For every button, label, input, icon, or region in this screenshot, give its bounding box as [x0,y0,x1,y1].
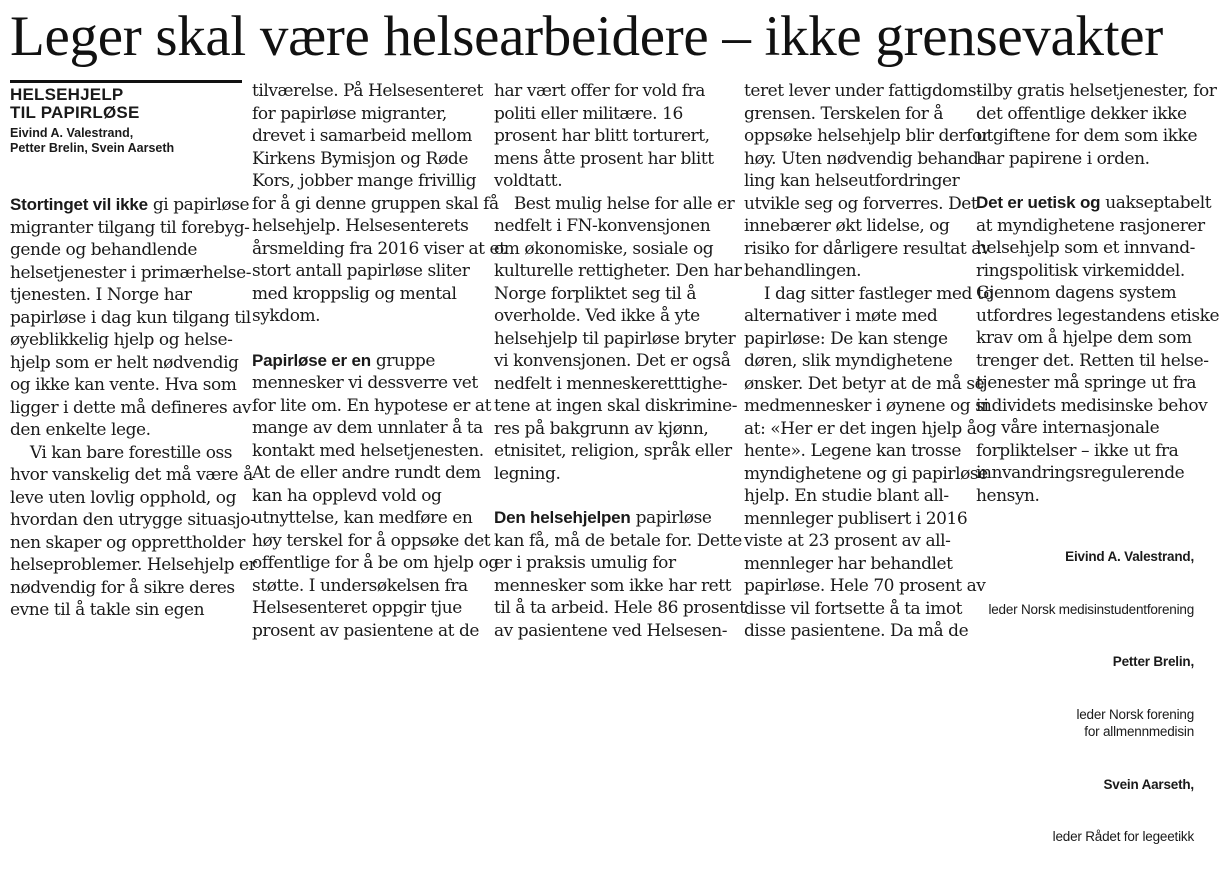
signature-role: leder Rådet for legeetikk [1052,829,1194,844]
signature-role: leder Norsk forening for allmennmedisin [1076,706,1194,739]
paragraph-lead-in: Det er uetisk og [976,193,1101,212]
article-column-2 [252,80,506,641]
paragraph-text: gi papirløse migranter tilgang til forebyg- gende og behandlende helsetjenester i primærhelse- tjenesten. I Norge har papirløse i dag kun tilgang til øyeblikkelig hjelp og helse- hjelp som er helt nødvendig og ikke kan vente. Hva som ligger i dette må defineres av den enkelte lege. [10,195,252,440]
paragraph: tilværelse. På Helsesenteret for papirløse migranter, drevet i samarbeid mellom Kirkens Bymisjon og Røde Kors, jobber mange frivillig for å gi denne gruppen skal få helsehjelp. Helsesenterets årsmelding fra 2016 viser at et stort antall papirløse sliter med kroppslig og mental sykdom. [252,81,506,326]
kicker-title: HELSEHJELP TIL PAPIRLØSE [10,85,140,122]
paragraph [252,350,499,643]
signature-name: Eivind A. Valestrand, [1065,549,1194,564]
paragraph: Best mulig helse for alle er nedfelt i FN-konvensjonen om økonomiske, sosiale og kulturelle rettigheter. Den har Norge forpliktet seg til å overholde. Ved ikke å yte helsehjelp til papirløse bryter vi konvensjonen. Det er også nedfelt i menneskeretttighe- tene at ingen skal diskrimine- res på bakgrunn av kjønn, etnisitet, religion, språk eller legning. [494,193,742,484]
paragraph-text: papirløse kan få, må de betale for. Dette er i praksis umulig for mennesker som ikke har rett til å ta arbeid. Hele 86 prosent av pasientene ved Helsesen- [494,508,746,641]
paragraph: teret lever under fattigdoms- grensen. Terskelen for å oppsøke helsehjelp blir derfor høy. Uten nødvendig behand- ling kan helseutfordringer utvikle seg og forverres. Det innebærer økt lidelse, og risiko for dårligere resultat av behandlingen. [744,81,991,281]
paragraph [10,194,252,442]
paragraph [494,507,746,642]
paragraph-text: gruppe mennesker vi dessverre vet for lite om. En hypotese er at mange av dem unnlater å ta kontakt med helsetjenesten. At de eller andre rundt dem kan ha opplevd vold og utnyttelse, kan medføre en høy terskel for å oppsøke det offentlige for å be om hjelp og støtte. I undersøkelsen fra Helsesenteret oppgir tjue prosent av pasientene at de [252,350,499,641]
article-column-4 [744,80,994,641]
signature-name: Petter Brelin, [1112,654,1194,669]
article-column-5 [976,80,1219,844]
paragraph-text: uakseptabelt at myndighetene rasjonerer helsehjelp som et innvand- ringspolitisk virkemiddel. Gjennom dagens system utfordres legestandens etiske krav om å hjelpe dem som trenger det. Retten til helse- tjenester må springe ut fra individets medisinske behov og våre internasjonale forpliktelser – ikke ut fra innvandringsregulerende hensyn. [976,193,1219,506]
paragraph: har vært offer for vold fra politi eller militære. 16 prosent har blitt torturert, mens åtte prosent har blitt voldtatt. [494,81,714,191]
article-column-1 [10,80,257,620]
signature [976,653,1194,671]
signature [976,548,1194,566]
headline: Leger skal være helsearbeidere – ikke grensevakter [10,5,1163,68]
signature-role: leder Norsk medisinstudentforening [988,601,1194,617]
paragraph: I dag sitter fastleger med to alternativer i møte med papirløse: De kan stenge døren, slik myndighetene ønsker. Det betyr at de må se medmennesker i øynene og si at: «Her er det ingen hjelp å hente». Legene kan trosse myndighetene og gi papirløse hjelp. En studie blant all- mennleger publisert i 2016 viste at 23 prosent av all- mennleger har behandlet papirløse. Hele 70 prosent av disse vil fortsette å ta imot disse pasientene. Da må de [744,283,994,641]
paragraph-lead-in: Stortinget vil ikke [10,195,148,214]
paragraph-lead-in: Papirløse er en [252,350,371,370]
article-kicker [10,80,242,156]
paragraph: Vi kan bare forestille oss hvor vanskelig det må være å leve uten lovlig opphold, og hvordan den utrygge situasjo- nen skaper og opprettholder helseproblemer. Helsehjelp er nødvendig for å sikre deres evne til å takle sin egen [10,442,257,620]
signature-block [976,513,1194,881]
paragraph: tilby gratis helsetjenester, for det offentlige dekker ikke utgiftene for dem som ikke har papirene i orden. [976,81,1217,169]
kicker-authors: Eivind A. Valestrand, Petter Brelin, Svein Aarseth [10,126,175,155]
paragraph-lead-in: Den helsehjelpen [494,508,631,527]
paragraph [976,192,1219,507]
article-column-3 [494,80,746,641]
signature [976,776,1194,794]
signature-name: Svein Aarseth, [1103,776,1194,792]
